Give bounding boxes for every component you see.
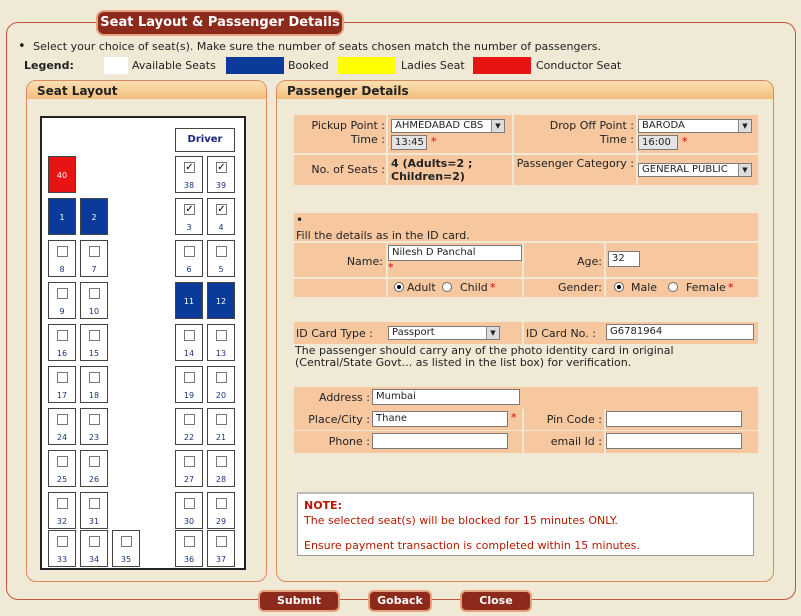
gender-label: Gender: xyxy=(557,281,602,294)
name-label: Name: xyxy=(346,255,383,268)
required-marker: * xyxy=(431,135,437,148)
seat-checkbox[interactable]: ✓ xyxy=(185,204,194,215)
email-input[interactable] xyxy=(606,433,742,449)
seat-20[interactable] xyxy=(207,366,235,403)
note-line-1: The selected seat(s) will be blocked for 15 minutes ONLY. xyxy=(304,514,618,527)
seat-6[interactable] xyxy=(175,240,203,277)
address-input[interactable]: Mumbai xyxy=(372,389,520,405)
legend-swatch-conductor xyxy=(473,57,531,74)
seat-1 xyxy=(48,198,76,235)
seat-number: 13 xyxy=(215,349,227,358)
name-input[interactable]: Nilesh D Panchal xyxy=(388,245,522,261)
seat-checkbox[interactable]: ✓ xyxy=(217,162,226,173)
seat-30[interactable] xyxy=(175,492,203,529)
seat-31[interactable] xyxy=(80,492,108,529)
seat-checkbox[interactable] xyxy=(184,330,195,341)
bullet-icon: • xyxy=(18,39,26,54)
seat-number: 17 xyxy=(56,391,68,400)
seat-number: 35 xyxy=(120,555,132,564)
seat-12 xyxy=(207,282,235,319)
seat-checkbox[interactable] xyxy=(89,536,100,547)
city-label: Place/City : xyxy=(308,413,370,426)
female-label: Female xyxy=(686,281,726,294)
seat-36[interactable] xyxy=(175,530,203,567)
seat-number: 25 xyxy=(56,475,68,484)
seat-32[interactable] xyxy=(48,492,76,529)
seat-8[interactable] xyxy=(48,240,76,277)
seat-number: 9 xyxy=(59,307,65,316)
seat-10[interactable] xyxy=(80,282,108,319)
required-marker: * xyxy=(511,411,517,424)
seat-28[interactable] xyxy=(207,450,235,487)
chevron-down-icon: ▼ xyxy=(738,164,751,176)
passenger-category-select[interactable] xyxy=(638,163,752,177)
seat-17[interactable] xyxy=(48,366,76,403)
instruction-text: Select your choice of seat(s). Make sure the number of seats chosen match the number of passengers. xyxy=(33,40,601,53)
dropoff-time-label: Time : xyxy=(599,133,634,146)
seat-checkbox[interactable] xyxy=(184,246,195,257)
seat-checkbox[interactable]: ✓ xyxy=(185,162,194,173)
bus-layout xyxy=(40,116,246,570)
seat-checkbox[interactable] xyxy=(57,246,68,257)
seat-layout-header: Seat Layout xyxy=(27,81,266,99)
seat-number: 36 xyxy=(183,555,195,564)
seat-number: 4 xyxy=(218,223,224,232)
seat-13[interactable] xyxy=(207,324,235,361)
seat-number: 12 xyxy=(215,297,227,306)
chevron-down-icon: ▼ xyxy=(738,120,751,132)
pickup-time-label: Time : xyxy=(350,133,385,146)
id-instruction-box xyxy=(294,213,758,241)
seat-checkbox[interactable] xyxy=(89,246,100,257)
seat-29[interactable] xyxy=(207,492,235,529)
seat-checkbox[interactable] xyxy=(89,330,100,341)
seat-number: 15 xyxy=(88,349,100,358)
id-card-section xyxy=(294,322,758,344)
seat-checkbox[interactable] xyxy=(57,288,68,299)
legend-title: Legend: xyxy=(24,59,74,72)
male-label: Male xyxy=(631,281,658,294)
seat-checkbox[interactable] xyxy=(216,414,227,425)
category-value: GENERAL PUBLIC xyxy=(642,164,728,175)
submit-button[interactable]: Submit xyxy=(258,590,340,612)
seat-number: 3 xyxy=(186,223,192,232)
seat-19[interactable] xyxy=(175,366,203,403)
seat-18[interactable] xyxy=(80,366,108,403)
seat-checkbox[interactable] xyxy=(184,414,195,425)
legend-swatch-ladies xyxy=(338,57,396,74)
seat-number: 37 xyxy=(215,555,227,564)
seat-14[interactable] xyxy=(175,324,203,361)
seat-number: 22 xyxy=(183,433,195,442)
seat-34[interactable] xyxy=(80,530,108,567)
id-card-number-input[interactable]: G6781964 xyxy=(606,324,754,340)
child-label: Child xyxy=(460,281,488,294)
seat-checkbox[interactable] xyxy=(57,536,68,547)
seat-21[interactable] xyxy=(207,408,235,445)
seat-checkbox[interactable] xyxy=(184,498,195,509)
female-radio[interactable] xyxy=(668,282,678,292)
page-title: Seat Layout & Passenger Details xyxy=(96,10,344,36)
seat-checkbox[interactable] xyxy=(184,536,195,547)
chevron-down-icon: ▼ xyxy=(491,120,504,132)
seat-7[interactable] xyxy=(80,240,108,277)
seat-number: 20 xyxy=(215,391,227,400)
seat-number: 33 xyxy=(56,555,68,564)
seat-checkbox[interactable] xyxy=(184,372,195,383)
seat-number: 8 xyxy=(59,265,65,274)
seat-checkbox[interactable] xyxy=(216,456,227,467)
seat-number: 7 xyxy=(91,265,97,274)
seat-24[interactable] xyxy=(48,408,76,445)
age-input[interactable]: 32 xyxy=(608,251,640,267)
journey-section xyxy=(294,115,758,185)
adult-label: Adult xyxy=(407,281,436,294)
passenger-details-header: Passenger Details xyxy=(277,81,773,99)
pincode-input[interactable] xyxy=(606,411,742,427)
chevron-down-icon: ▼ xyxy=(486,327,499,339)
child-radio[interactable] xyxy=(442,282,452,292)
idno-label: ID Card No. : xyxy=(526,327,596,340)
seat-checkbox[interactable] xyxy=(57,372,68,383)
seat-number: 5 xyxy=(218,265,224,274)
idtype-label: ID Card Type : xyxy=(296,327,373,340)
pincode-label: Pin Code : xyxy=(546,413,602,426)
seat-number: 31 xyxy=(88,517,100,526)
seat-number: 1 xyxy=(59,213,65,222)
seat-number: 38 xyxy=(183,181,195,190)
seat-37[interactable] xyxy=(207,530,235,567)
seat-number: 10 xyxy=(88,307,100,316)
id-instruction: Fill the details as in the ID card. xyxy=(296,229,470,242)
seat-35[interactable] xyxy=(112,530,140,567)
seat-number: 23 xyxy=(88,433,100,442)
seat-number: 21 xyxy=(215,433,227,442)
seat-number: 40 xyxy=(56,171,68,180)
legend-label-conductor: Conductor Seat xyxy=(536,59,622,72)
legend-label-ladies: Ladies Seat xyxy=(401,59,465,72)
adult-radio[interactable] xyxy=(394,282,404,292)
seat-3[interactable] xyxy=(175,198,203,235)
phone-label: Phone : xyxy=(328,435,370,448)
email-label: email Id : xyxy=(550,435,602,448)
seat-number: 32 xyxy=(56,517,68,526)
seat-checkbox[interactable] xyxy=(57,456,68,467)
seat-checkbox[interactable] xyxy=(89,372,100,383)
seat-layout-panel xyxy=(26,80,267,582)
idtype-value: Passport xyxy=(392,327,435,338)
age-label: Age: xyxy=(577,255,602,268)
address-label: Address : xyxy=(318,391,370,404)
seat-27[interactable] xyxy=(175,450,203,487)
identity-section xyxy=(294,243,758,297)
id-note: The passenger should carry any of the photo identity card in original (Central/State Govt... as listed in the list box) for verification. xyxy=(295,344,674,369)
seat-checkbox[interactable] xyxy=(216,372,227,383)
required-marker: * xyxy=(728,281,734,294)
pickup-point-select[interactable] xyxy=(391,119,505,133)
seat-39[interactable] xyxy=(207,156,235,193)
seat-33[interactable] xyxy=(48,530,76,567)
legend-swatch-available xyxy=(104,57,128,74)
seat-number: 30 xyxy=(183,517,195,526)
close-button[interactable]: Close xyxy=(460,590,532,612)
seat-40 xyxy=(48,156,76,193)
seat-number: 34 xyxy=(88,555,100,564)
note-line-2: Ensure payment transaction is completed within 15 minutes. xyxy=(304,539,640,552)
seat-number: 29 xyxy=(215,517,227,526)
required-marker: * xyxy=(490,281,496,294)
pickup-time-field: 13:45 xyxy=(391,135,427,150)
seat-number: 26 xyxy=(88,475,100,484)
seat-25[interactable] xyxy=(48,450,76,487)
pickup-point-value: AHMEDABAD CBS xyxy=(395,120,484,131)
dropoff-point-select[interactable] xyxy=(638,119,752,133)
seat-number: 2 xyxy=(91,213,97,222)
seat-number: 16 xyxy=(56,349,68,358)
id-card-type-select[interactable] xyxy=(388,326,500,340)
legend-swatch-booked xyxy=(226,57,284,74)
seat-number: 11 xyxy=(183,297,195,306)
seat-23[interactable] xyxy=(80,408,108,445)
seats-label: No. of Seats : xyxy=(311,163,385,176)
seat-checkbox[interactable] xyxy=(89,456,100,467)
required-marker: * xyxy=(388,261,394,274)
seat-number: 39 xyxy=(215,181,227,190)
dropoff-label: Drop Off Point : xyxy=(549,119,634,132)
passenger-details-panel xyxy=(276,80,774,582)
seat-checkbox[interactable] xyxy=(57,414,68,425)
seat-11 xyxy=(175,282,203,319)
goback-button[interactable]: Goback xyxy=(368,590,432,612)
city-input[interactable]: Thane xyxy=(372,411,508,427)
seat-checkbox[interactable] xyxy=(57,498,68,509)
seat-number: 18 xyxy=(88,391,100,400)
note-title: NOTE: xyxy=(304,499,342,512)
legend-label-available: Available Seats xyxy=(132,59,216,72)
seat-number: 14 xyxy=(183,349,195,358)
seat-checkbox[interactable]: ✓ xyxy=(217,204,226,215)
seat-5[interactable] xyxy=(207,240,235,277)
seat-9[interactable] xyxy=(48,282,76,319)
seat-number: 27 xyxy=(183,475,195,484)
dropoff-time-field: 16:00 xyxy=(638,135,678,150)
seat-number: 19 xyxy=(183,391,195,400)
seat-38[interactable] xyxy=(175,156,203,193)
bullet-icon: • xyxy=(296,213,304,227)
seat-checkbox[interactable] xyxy=(89,498,100,509)
category-label: Passenger Category : xyxy=(516,157,634,170)
seat-checkbox[interactable] xyxy=(89,414,100,425)
seat-16[interactable] xyxy=(48,324,76,361)
address-section xyxy=(294,387,758,453)
seat-15[interactable] xyxy=(80,324,108,361)
driver-seat: Driver xyxy=(175,128,235,152)
seat-checkbox[interactable] xyxy=(216,498,227,509)
legend-label-booked: Booked xyxy=(288,59,329,72)
seat-checkbox[interactable] xyxy=(216,536,227,547)
seat-4[interactable] xyxy=(207,198,235,235)
seats-value: 4 (Adults=2 ; Children=2) xyxy=(391,157,473,183)
seat-26[interactable] xyxy=(80,450,108,487)
seat-2 xyxy=(80,198,108,235)
note-box xyxy=(297,492,754,556)
seat-number: 28 xyxy=(215,475,227,484)
seat-checkbox[interactable] xyxy=(57,330,68,341)
seat-checkbox[interactable] xyxy=(89,288,100,299)
dropoff-point-value: BARODA xyxy=(642,120,685,131)
seat-checkbox[interactable] xyxy=(184,456,195,467)
seat-22[interactable] xyxy=(175,408,203,445)
seat-number: 24 xyxy=(56,433,68,442)
phone-input[interactable] xyxy=(372,433,508,449)
seat-checkbox[interactable] xyxy=(121,536,132,547)
required-marker: * xyxy=(682,135,688,148)
seat-checkbox[interactable] xyxy=(216,246,227,257)
instruction xyxy=(18,39,601,54)
male-radio[interactable] xyxy=(614,282,624,292)
seat-checkbox[interactable] xyxy=(216,330,227,341)
seat-number: 6 xyxy=(186,265,192,274)
pickup-label: Pickup Point : xyxy=(311,119,385,132)
